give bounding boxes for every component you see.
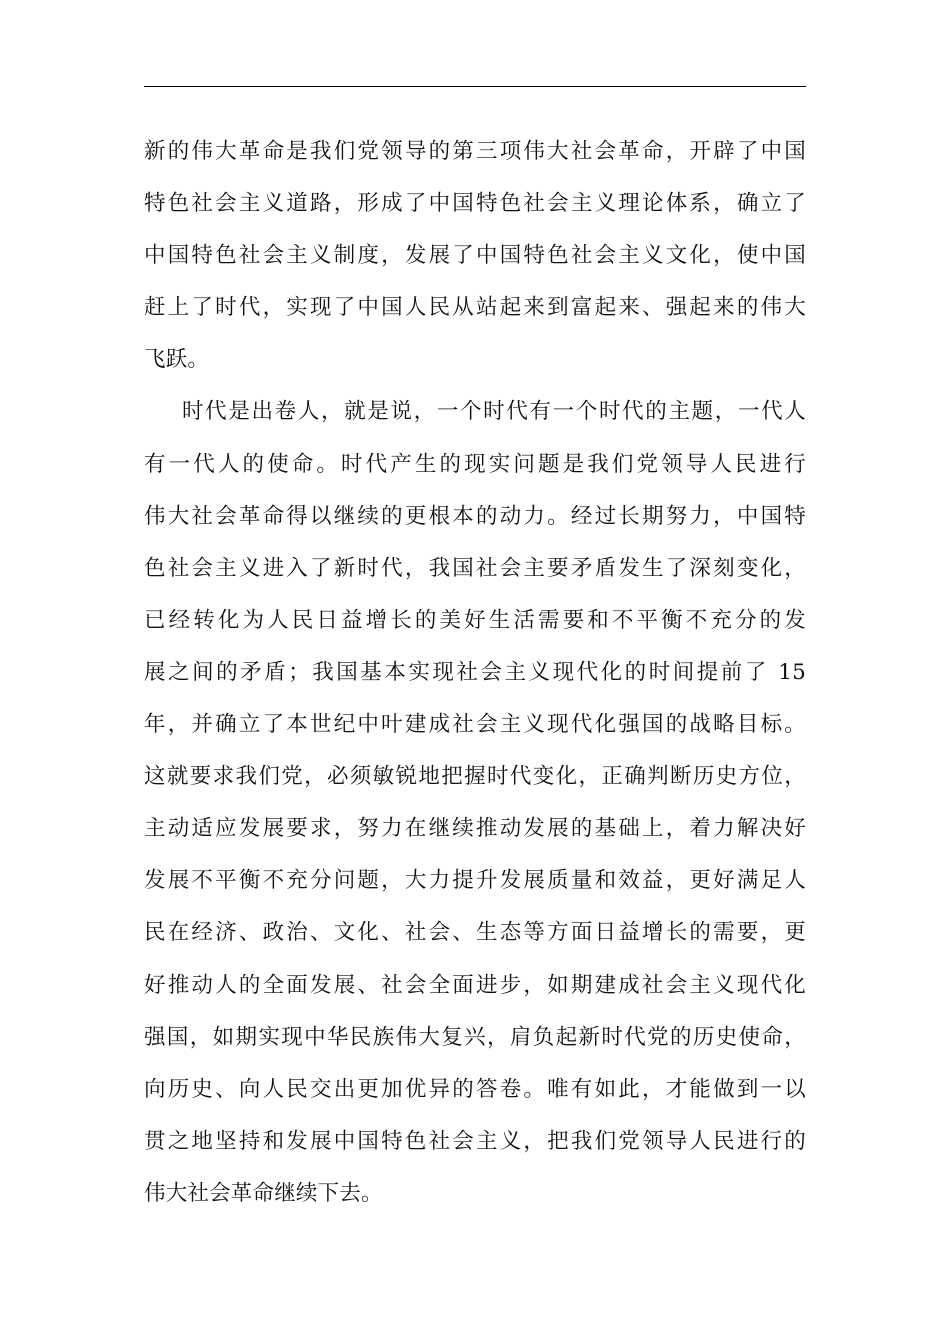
paragraph-2-line-1: 时代是出卷人，就是说，一个时代有一个时代的主题，一代人	[182, 399, 806, 425]
document-body	[144, 130, 806, 1224]
paragraph-2-line-13: 强国，如期实现中华民族伟大复兴，肩负起新时代党的历史使命，	[144, 1024, 806, 1050]
paragraph-1-line-3: 中国特色社会主义制度，发展了中国特色社会主义文化，使中国	[144, 243, 806, 269]
paragraph-2-line-9: 主动适应发展要求，努力在继续推动发展的基础上，着力解决好	[144, 816, 806, 842]
paragraph-2-line-14: 向历史、向人民交出更加优异的答卷。唯有如此，才能做到一以	[144, 1076, 806, 1102]
paragraph-2-line-7: 年，并确立了本世纪中叶建成社会主义现代化强国的战略目标。	[144, 712, 806, 738]
paragraph-2-line-6: 展之间的矛盾；我国基本实现社会主义现代化的时间提前了 15	[144, 659, 806, 685]
paragraph-2-line-12: 好推动人的全面发展、社会全面进步，如期建成社会主义现代化	[144, 972, 806, 998]
paragraph-2-line-11: 民在经济、政治、文化、社会、生态等方面日益增长的需要，更	[144, 920, 806, 946]
paragraph-1-line-1: 新的伟大革命是我们党领导的第三项伟大社会革命，开辟了中国	[144, 139, 806, 164]
paragraph-2-line-4: 色社会主义进入了新时代，我国社会主要矛盾发生了深刻变化，	[144, 555, 806, 581]
paragraph-2-line-10: 发展不平衡不充分问题，大力提升发展质量和效益，更好满足人	[144, 868, 806, 894]
paragraph-2-line-15: 贯之地坚持和发展中国特色社会主义，把我们党领导人民进行的	[144, 1128, 806, 1154]
paragraph-2-line-3: 伟大社会革命得以继续的更根本的动力。经过长期努力，中国特	[144, 503, 806, 529]
paragraph-2-line-5: 已经转化为人民日益增长的美好生活需要和不平衡不充分的发	[144, 607, 806, 633]
header-rule	[144, 86, 806, 87]
paragraph-1-line-5: 飞跃。	[144, 347, 210, 373]
paragraph-2-line-2: 有一代人的使命。时代产生的现实问题是我们党领导人民进行	[144, 451, 806, 477]
paragraph-1-line-2: 特色社会主义道路，形成了中国特色社会主义理论体系，确立了	[144, 191, 806, 217]
paragraph-1-line-4: 赶上了时代，实现了中国人民从站起来到富起来、强起来的伟大	[144, 295, 806, 321]
paragraph-2-line-16: 伟大社会革命继续下去。	[144, 1180, 383, 1206]
paragraph-2-line-8: 这就要求我们党，必须敏锐地把握时代变化，正确判断历史方位，	[144, 764, 806, 790]
